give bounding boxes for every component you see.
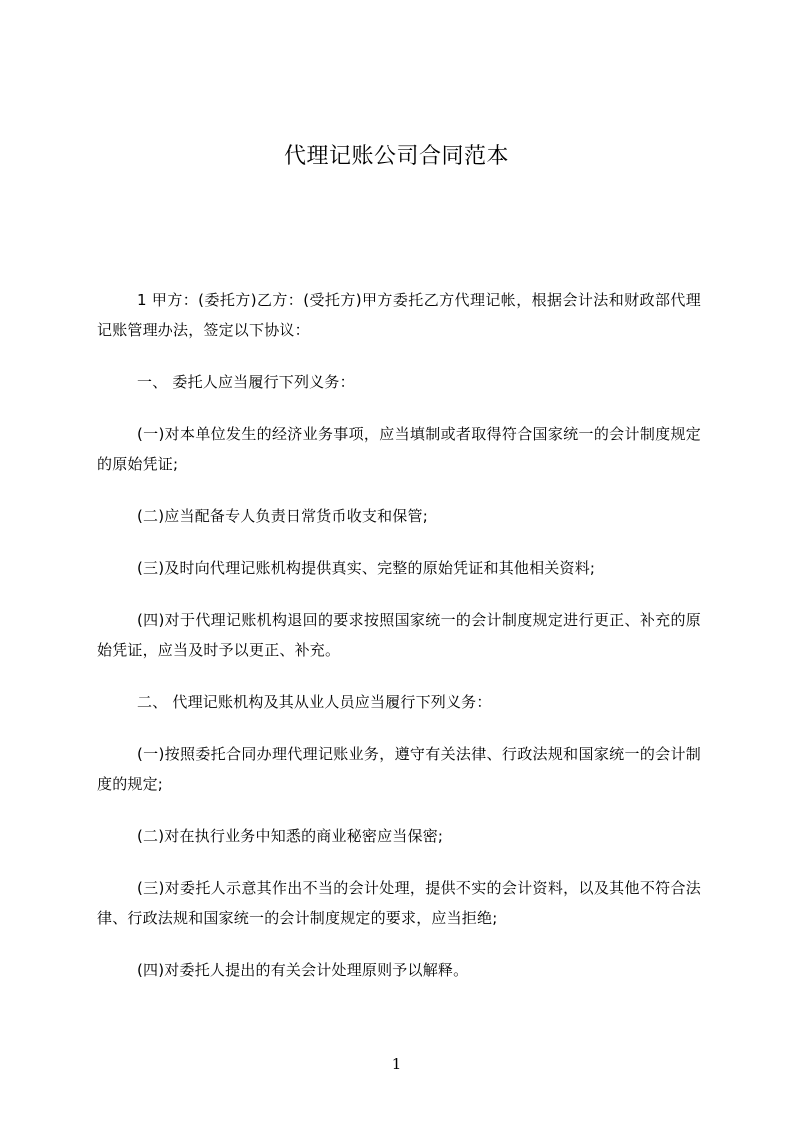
- document-title: 代理记账公司合同范本: [283, 144, 509, 169]
- client-duty-1: (一)对本单位发生的经济业务事项，应当填制或者取得符合国家统一的会计制度规定的原始凭证;: [97, 425, 701, 473]
- agency-duty-2: (二)对在执行业务中知悉的商业秘密应当保密;: [137, 827, 444, 845]
- client-duty-3: (三)及时向代理记账机构提供真实、完整的原始凭证和其他相关资料;: [137, 559, 596, 577]
- agency-duty-4: (四)对委托人提出的有关会计处理原则予以解释。: [137, 961, 469, 979]
- section-heading-agency-duties: 二、 代理记账机构及其从业人员应当履行下列义务：: [137, 693, 492, 711]
- intro-paragraph: 1 甲方：(委托方)乙方：(受托方)甲方委托乙方代理记帐，根据会计法和财政部代理记账管理办法，签定以下协议：: [97, 291, 701, 339]
- client-duty-2: (二)应当配备专人负责日常货币收支和保管;: [137, 507, 428, 525]
- agency-duty-3: (三)对委托人示意其作出不当的会计处理，提供不实的会计资料，以及其他不符合法律、行政法规和国家统一的会计制度规定的要求，应当拒绝;: [97, 879, 701, 927]
- client-duty-4: (四)对于代理记账机构退回的要求按照国家统一的会计制度规定进行更正、补充的原始凭证，应当及时予以更正、补充。: [97, 611, 701, 659]
- page-number: 1: [391, 1055, 402, 1073]
- agency-duty-1: (一)按照委托合同办理代理记账业务，遵守有关法律、行政法规和国家统一的会计制度的规定;: [97, 745, 701, 793]
- section-heading-client-duties: 一、 委托人应当履行下列义务：: [137, 373, 355, 391]
- document-body: [97, 285, 701, 985]
